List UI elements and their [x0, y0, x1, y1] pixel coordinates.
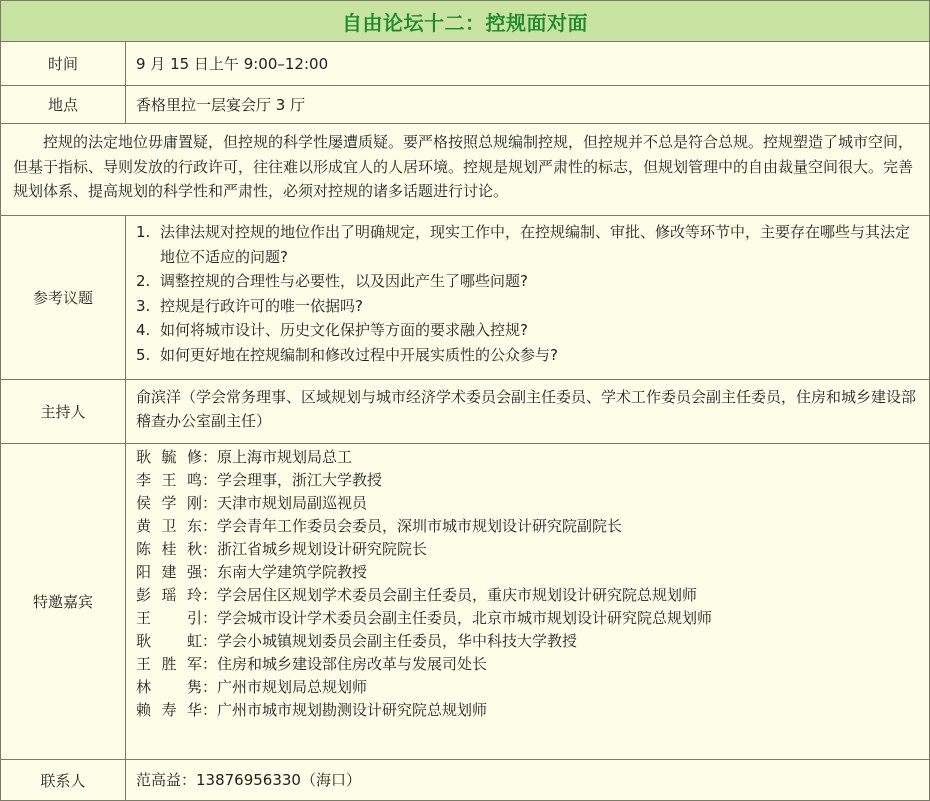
guest-name: 侯学刚	[136, 494, 202, 512]
guest-list	[136, 444, 919, 722]
topic-list	[136, 216, 919, 367]
row-time	[1, 42, 929, 86]
list-item: 5. 如何更好地在控规编制和修改过程中开展实质性的公众参与?	[136, 345, 558, 364]
guest-name: 李王鸣	[136, 471, 202, 489]
row-topics	[1, 216, 929, 380]
place-value: 香格里拉一层宴会厅 3 厅	[136, 95, 306, 114]
list-item	[136, 584, 919, 607]
time-value: 9 月 15 日上午 9:00–12:00	[136, 54, 329, 73]
row-contact	[1, 760, 929, 800]
guest-name: 王引	[136, 609, 202, 627]
list-item	[136, 538, 919, 561]
row-intro	[1, 124, 929, 216]
guest-desc: ：原上海市规划局总工	[202, 448, 353, 466]
topics-label: 参考议题	[1, 216, 126, 379]
guest-desc: ：天津市规划局副巡视员	[202, 494, 368, 512]
guest-desc: ：浙江省城乡规划设计研究院院长	[202, 540, 428, 558]
guest-name: 陈桂秋	[136, 540, 202, 558]
list-item: 1. 法律法规对控规的地位作出了明确规定，现实工作中，在控规编制、审批、修改等环节中，主要存在哪些与其法定地位不适应的问题?	[136, 223, 911, 266]
list-item	[136, 653, 919, 676]
row-host	[1, 380, 929, 444]
guest-name: 彭瑶玲	[136, 586, 202, 604]
guest-name: 林隽	[136, 678, 202, 696]
guest-desc: ：东南大学建筑学院教授	[202, 563, 368, 581]
guest-name: 赖寿华	[136, 701, 202, 719]
guest-desc: ：广州市城市规划勘测设计研究院总规划师	[202, 701, 488, 719]
row-place	[1, 86, 929, 124]
list-item: 2. 调整控规的合理性与必要性，以及因此产生了哪些问题?	[136, 272, 528, 290]
intro-paragraph: 控规的法定地位毋庸置疑，但控规的科学性屡遭质疑。要严格按照总规编制控规，但控规并不总是符合总规。控规塑造了城市空间，但基于指标、导则发放的行政许可，往往难以形成宜人的人居环境。控规是规划严肃性的标志，但规划管理中的自由裁量空间很大。完善规划体系、提高规划的科学性和严肃性，必须对控规的诸多话题进行讨论。	[13, 133, 914, 200]
contact-label: 联系人	[1, 760, 126, 800]
host-label: 主持人	[1, 380, 126, 443]
list-item	[136, 492, 919, 515]
guest-desc: ：广州市规划局总规划师	[202, 678, 368, 696]
list-item	[136, 630, 919, 653]
row-guests	[1, 444, 929, 760]
topics-content	[126, 216, 929, 379]
place-label: 地点	[1, 86, 126, 123]
guest-desc: ：学会理事，浙江大学教授	[202, 471, 383, 489]
host-value: 俞滨洋（学会常务理事、区域规划与城市经济学术委员会副主任委员、学术工作委员会副主任委员，住房和城乡建设部稽查办公室副主任）	[136, 388, 917, 430]
list-item	[136, 699, 919, 722]
list-item: 4. 如何将城市设计、历史文化保护等方面的要求融入控规?	[136, 321, 528, 339]
list-item	[136, 446, 919, 469]
list-item	[136, 469, 919, 492]
guest-desc: ：学会小城镇规划委员会副主任委员，华中科技大学教授	[202, 632, 578, 650]
list-item	[136, 676, 919, 699]
time-label: 时间	[1, 42, 126, 85]
guest-name: 耿毓修	[136, 448, 202, 466]
list-item	[136, 561, 919, 584]
list-item	[136, 607, 919, 630]
contact-value: 范高益：13876956330（海口）	[136, 771, 361, 789]
guest-name: 黄卫东	[136, 517, 202, 535]
table-title-bar	[1, 1, 929, 42]
guest-name: 耿虹	[136, 632, 202, 650]
guests-label: 特邀嘉宾	[1, 444, 126, 759]
guest-name: 王胜军	[136, 655, 202, 673]
list-item	[136, 515, 919, 538]
guests-content	[126, 444, 929, 759]
guest-desc: ：学会城市设计学术委员会副主任委员，北京市城市规划设计研究院总规划师	[202, 609, 713, 627]
table-title: 自由论坛十二：控规面对面	[342, 10, 588, 35]
guest-desc: ：学会居住区规划学术委员会副主任委员，重庆市规划设计研究院总规划师	[202, 586, 698, 604]
guest-desc: ：住房和城乡建设部住房改革与发展司处长	[202, 655, 488, 673]
list-item: 3. 控规是行政许可的唯一依据吗?	[136, 296, 363, 315]
guest-desc: ：学会青年工作委员会委员，深圳市城市规划设计研究院副院长	[202, 517, 623, 535]
guest-name: 阳建强	[136, 563, 202, 581]
